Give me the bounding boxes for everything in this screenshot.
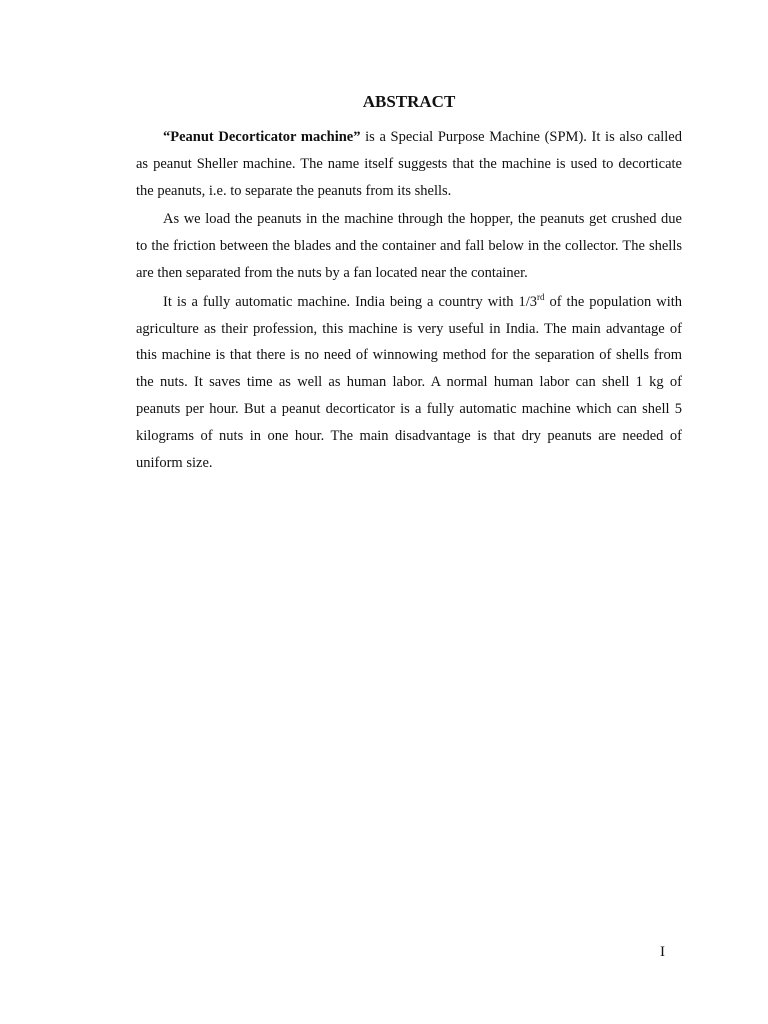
abstract-paragraph-3 — [136, 289, 682, 477]
abstract-paragraph-1 — [136, 124, 682, 204]
paragraph-2-text: As we load the peanuts in the machine through the hopper, the peanuts get crushed due to the friction between the blades and the container and fall below in the collector. The shells are then separated from the nuts by a fan located near the container. — [136, 211, 682, 281]
paragraph-1-text: is a Special Purpose Machine (SPM). It is also called as peanut Sheller machine. The name itself suggests that the machine is used to decorticate the peanuts, i.e. to separate the peanuts from its shells. — [136, 129, 682, 199]
machine-name-bold-lead: “Peanut Decorticator machine” — [163, 129, 361, 145]
ordinal-superscript: rd — [537, 291, 545, 302]
page-number: I — [660, 944, 665, 960]
paragraph-3-text-before-superscript: It is a fully automatic machine. India being a country with 1/3 — [163, 293, 538, 310]
abstract-paragraph-2 — [136, 206, 682, 286]
paragraph-3-text-after-superscript: of the population with agriculture as their profession, this machine is very useful in India. The main advantage of this machine is that there is no need of winnowing method for the separation of shells from the nuts. It saves time as well as human labor. A normal human labor can shell 1 kg of peanuts per hour. But a peanut decorticator is a fully automatic machine which can shell 5 kilograms of nuts in one hour. The main disadvantage is that dry peanuts are needed of uniform size. — [136, 293, 683, 471]
abstract-title: ABSTRACT — [362, 92, 456, 111]
abstract-section — [136, 88, 682, 478]
